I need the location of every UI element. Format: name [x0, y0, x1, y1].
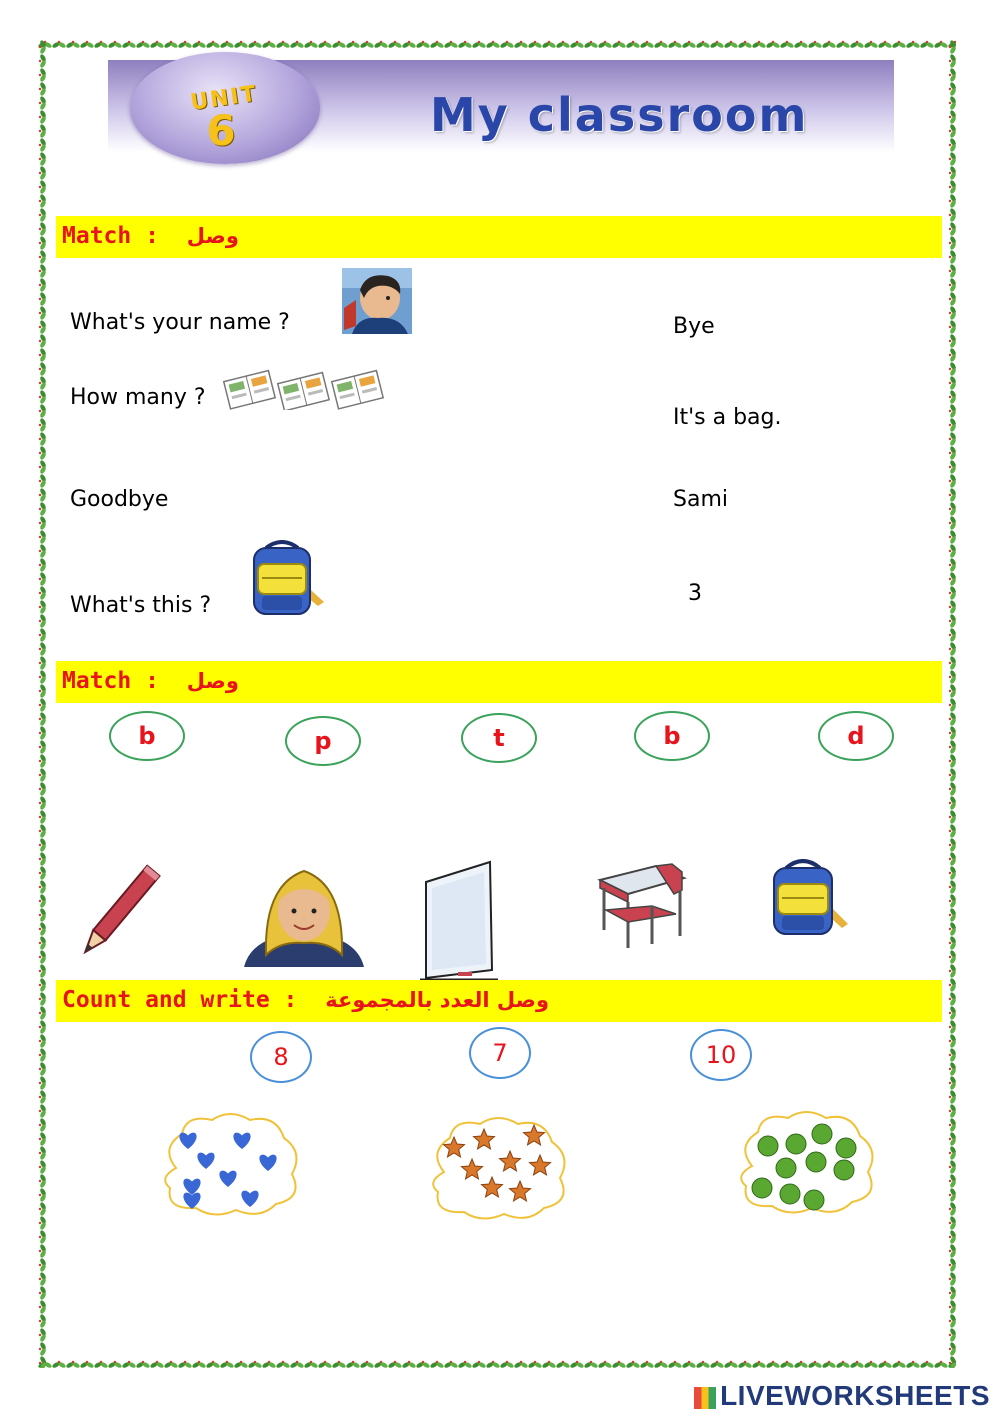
section1-label: Match : وصل	[62, 223, 239, 249]
brand-logo-icon	[694, 1387, 716, 1409]
number-circle-2[interactable]: 7	[469, 1027, 531, 1079]
answer-3: Sami	[673, 487, 728, 512]
dots-group	[732, 1106, 882, 1220]
dot-icon	[834, 1160, 854, 1180]
dot-icon	[836, 1138, 856, 1158]
stars-group	[424, 1112, 574, 1226]
dot-icon	[804, 1190, 824, 1210]
dot-icon	[786, 1134, 806, 1154]
desk-picture	[596, 860, 688, 952]
hearts-group	[156, 1108, 306, 1220]
dot-icon	[806, 1152, 826, 1172]
number-circle-3[interactable]: 10	[690, 1029, 752, 1081]
section3-label: Count and write : وصل العدد بالمجموعة	[62, 987, 550, 1013]
letter-oval-2[interactable]: p	[285, 716, 361, 766]
number-circle-1[interactable]: 8	[250, 1031, 312, 1083]
section3-label-ar: وصل العدد بالمجموعة	[325, 988, 550, 1012]
bag-picture-2	[768, 858, 852, 940]
page-title: My classroom	[430, 88, 809, 142]
letter-oval-5[interactable]: d	[818, 711, 894, 761]
unit-word: UNIT	[188, 81, 260, 116]
bag-picture-1	[248, 540, 328, 618]
answer-4: 3	[688, 581, 702, 606]
letter-oval-3[interactable]: t	[461, 713, 537, 763]
question-2: How many ?	[70, 385, 206, 410]
dot-icon	[812, 1124, 832, 1144]
girl-picture	[244, 855, 364, 967]
question-1: What's your name ?	[70, 310, 290, 335]
answer-2: It's a bag.	[673, 405, 782, 430]
letter-oval-1[interactable]: b	[109, 711, 185, 761]
answer-1: Bye	[673, 314, 715, 339]
boy-picture	[342, 268, 412, 334]
whiteboard-picture	[418, 860, 500, 982]
section2-label: Match : وصل	[62, 668, 239, 694]
footer-brand: LIVEWORKSHEETS	[694, 1380, 990, 1412]
dot-icon	[776, 1158, 796, 1178]
question-4: What's this ?	[70, 593, 212, 618]
section1-label-ar: وصل	[186, 224, 239, 248]
dot-icon	[758, 1136, 778, 1156]
section2-label-ar: وصل	[186, 669, 239, 693]
pencil-picture	[68, 858, 168, 968]
question-3: Goodbye	[70, 487, 169, 512]
books-picture	[222, 366, 386, 410]
letter-oval-4[interactable]: b	[634, 711, 710, 761]
dot-icon	[752, 1178, 772, 1198]
dot-icon	[780, 1184, 800, 1204]
unit-number: 6	[206, 106, 236, 155]
